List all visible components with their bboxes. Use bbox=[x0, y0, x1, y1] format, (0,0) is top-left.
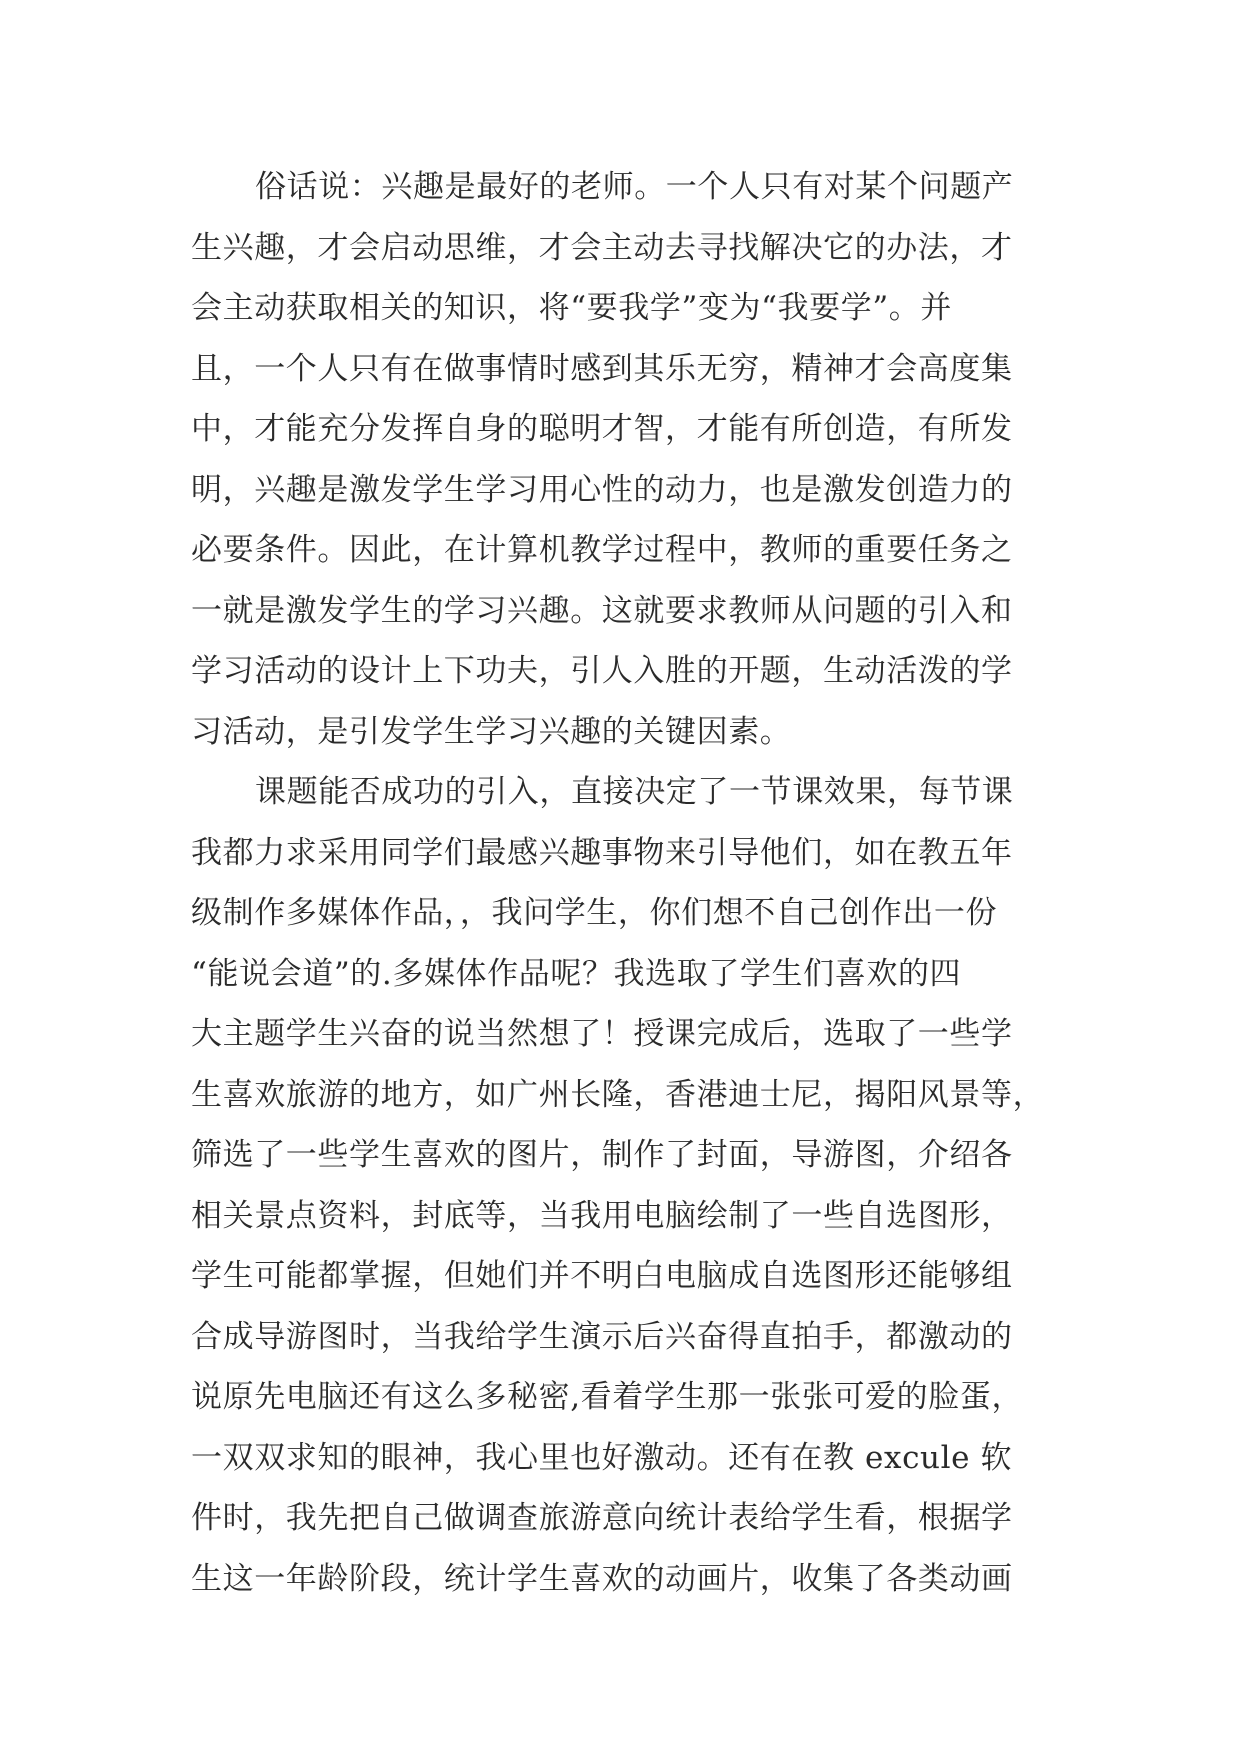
text-line: “能说会道”的.多媒体作品呢？我选取了学生们喜欢的四 bbox=[191, 955, 962, 992]
body-text bbox=[191, 157, 1061, 1609]
text-line: 一双双求知的眼神，我心里也好激动。还有在教 excule 软 bbox=[191, 1439, 1013, 1476]
text-line: 学生可能都掌握，但她们并不明白电脑成自选图形还能够组 bbox=[191, 1258, 1013, 1294]
text-line: 生这一年龄阶段，统计学生喜欢的动画片，收集了各类动画 bbox=[191, 1560, 1013, 1597]
text-line: 中，才能充分发挥自身的聪明才智，才能有所创造，有所发 bbox=[191, 411, 1013, 447]
text-line: 习活动，是引发学生学习兴趣的关键因素。 bbox=[191, 713, 792, 750]
text-line: 说原先电脑还有这么多秘密,看着学生那一张张可爱的脸蛋， bbox=[191, 1379, 1024, 1415]
text-line: 我都力求采用同学们最感兴趣事物来引导他们，如在教五年 bbox=[191, 834, 1013, 871]
paragraph-2 bbox=[191, 762, 1061, 1609]
text-line: 必要条件。因此，在计算机教学过程中，教师的重要任务之 bbox=[191, 532, 1013, 568]
text-line: 明，兴趣是激发学生学习用心性的动力，也是激发创造力的 bbox=[191, 471, 1013, 508]
text-line: 一就是激发学生的学习兴趣。这就要求教师从问题的引入和 bbox=[191, 592, 1013, 629]
text-line: 生喜欢旅游的地方，如广州长隆，香港迪士尼，揭阳风景等， bbox=[191, 1076, 1045, 1113]
text-line: 合成导游图时，当我给学生演示后兴奋得直拍手，都激动的 bbox=[191, 1318, 1013, 1355]
text-line: 课题能否成功的引入，直接决定了一节课效果，每节课 bbox=[255, 774, 1014, 810]
text-line: 相关景点资料，封底等，当我用电脑绘制了一些自选图形， bbox=[191, 1197, 1013, 1234]
text-line: 会主动获取相关的知识，将“要我学”变为“我要学”。并 bbox=[191, 290, 952, 326]
text-line: 筛选了一些学生喜欢的图片，制作了封面，导游图，介绍各 bbox=[191, 1137, 1013, 1173]
text-line: 大主题学生兴奋的说当然想了！授课完成后，选取了一些学 bbox=[191, 1016, 1013, 1052]
text-line: 俗话说：兴趣是最好的老师。一个人只有对某个问题产 bbox=[255, 169, 1014, 205]
paragraph-1 bbox=[191, 157, 1061, 762]
text-line: 学习活动的设计上下功夫，引人入胜的开题，生动活泼的学 bbox=[191, 653, 1013, 689]
text-line: 生兴趣，才会启动思维，才会主动去寻找解决它的办法，才 bbox=[191, 229, 1013, 266]
text-line: 级制作多媒体作品，，我问学生，你们想不自己创作出一份 bbox=[191, 895, 998, 931]
text-line: 且，一个人只有在做事情时感到其乐无穷，精神才会高度集 bbox=[191, 350, 1013, 387]
text-line: 件时，我先把自己做调查旅游意向统计表给学生看，根据学 bbox=[191, 1500, 1013, 1536]
